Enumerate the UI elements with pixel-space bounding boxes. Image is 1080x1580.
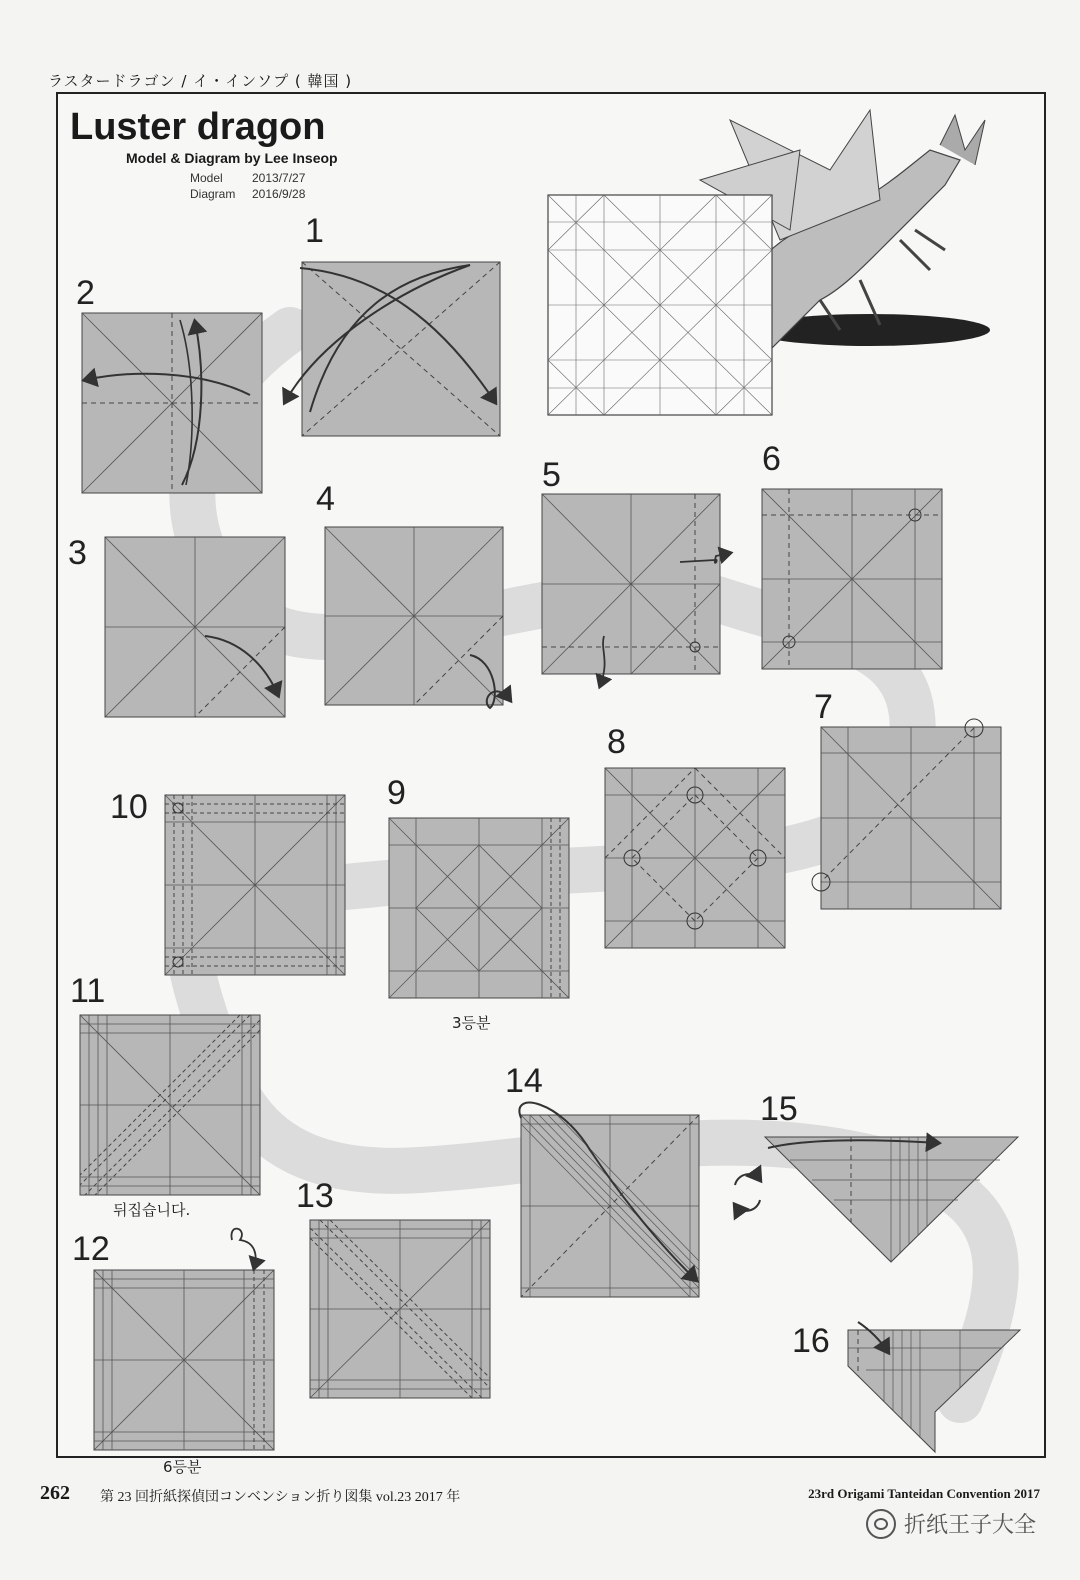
header-japanese-title: ラスタードラゴン / イ・インソプ ( 韓国 ) xyxy=(48,72,353,90)
step-4-diagram xyxy=(325,527,510,708)
step-12-diagram xyxy=(94,1229,274,1450)
wechat-icon xyxy=(866,1509,896,1539)
step-number-9: 9 xyxy=(387,774,406,812)
step-number-12: 12 xyxy=(72,1230,110,1268)
step-13-diagram xyxy=(310,1220,490,1398)
step-8-diagram xyxy=(605,768,785,948)
step-number-14: 14 xyxy=(505,1062,543,1100)
step-9-diagram xyxy=(389,818,569,998)
crease-pattern xyxy=(548,195,772,415)
step-number-5: 5 xyxy=(542,456,561,494)
date-value: 2013/7/27 xyxy=(252,171,306,185)
byline: Model & Diagram by Lee Inseop xyxy=(126,150,338,166)
step-7-diagram xyxy=(812,719,1001,909)
step-number-15: 15 xyxy=(760,1090,798,1128)
step-10-diagram xyxy=(165,795,345,975)
date-row-model xyxy=(190,170,305,186)
step-number-13: 13 xyxy=(296,1177,334,1215)
note-step-11: 뒤집습니다. xyxy=(113,1201,191,1219)
step-1-diagram xyxy=(285,262,500,436)
date-value: 2016/9/28 xyxy=(252,187,306,201)
flip-over-icon xyxy=(735,1174,760,1211)
page-number: 262 xyxy=(40,1482,70,1504)
date-row-diagram xyxy=(190,186,305,202)
watermark xyxy=(866,1508,1036,1539)
note-step-9: 3등분 xyxy=(452,1014,491,1032)
step-number-4: 4 xyxy=(316,480,335,518)
dates-block xyxy=(190,170,305,202)
step-number-16: 16 xyxy=(792,1322,830,1360)
step-11-diagram xyxy=(80,1015,260,1195)
date-label: Diagram xyxy=(190,187,236,201)
step-6-diagram xyxy=(762,489,942,669)
watermark-text: 折纸王子大全 xyxy=(903,1513,1036,1538)
footer-english: 23rd Origami Tanteidan Convention 2017 xyxy=(808,1486,1040,1501)
step-number-11: 11 xyxy=(70,972,106,1010)
step-5-diagram xyxy=(542,494,730,686)
page-title: Luster dragon xyxy=(70,106,326,148)
date-label: Model xyxy=(190,171,223,185)
step-number-6: 6 xyxy=(762,440,781,478)
step-14-diagram xyxy=(519,1103,699,1297)
step-number-2: 2 xyxy=(76,274,95,312)
step-number-10: 10 xyxy=(110,788,148,826)
step-number-1: 1 xyxy=(305,212,324,250)
step-3-diagram xyxy=(105,537,285,717)
step-number-8: 8 xyxy=(607,723,626,761)
footer-japanese: 第 23 回折紙探偵団コンベンション折り図集 vol.23 2017 年 xyxy=(100,1490,461,1505)
step-number-3: 3 xyxy=(68,534,87,572)
step-number-7: 7 xyxy=(814,688,833,726)
note-step-12: 6등분 xyxy=(163,1458,202,1476)
step-16-diagram xyxy=(848,1322,1020,1452)
step-2-diagram xyxy=(82,313,262,493)
